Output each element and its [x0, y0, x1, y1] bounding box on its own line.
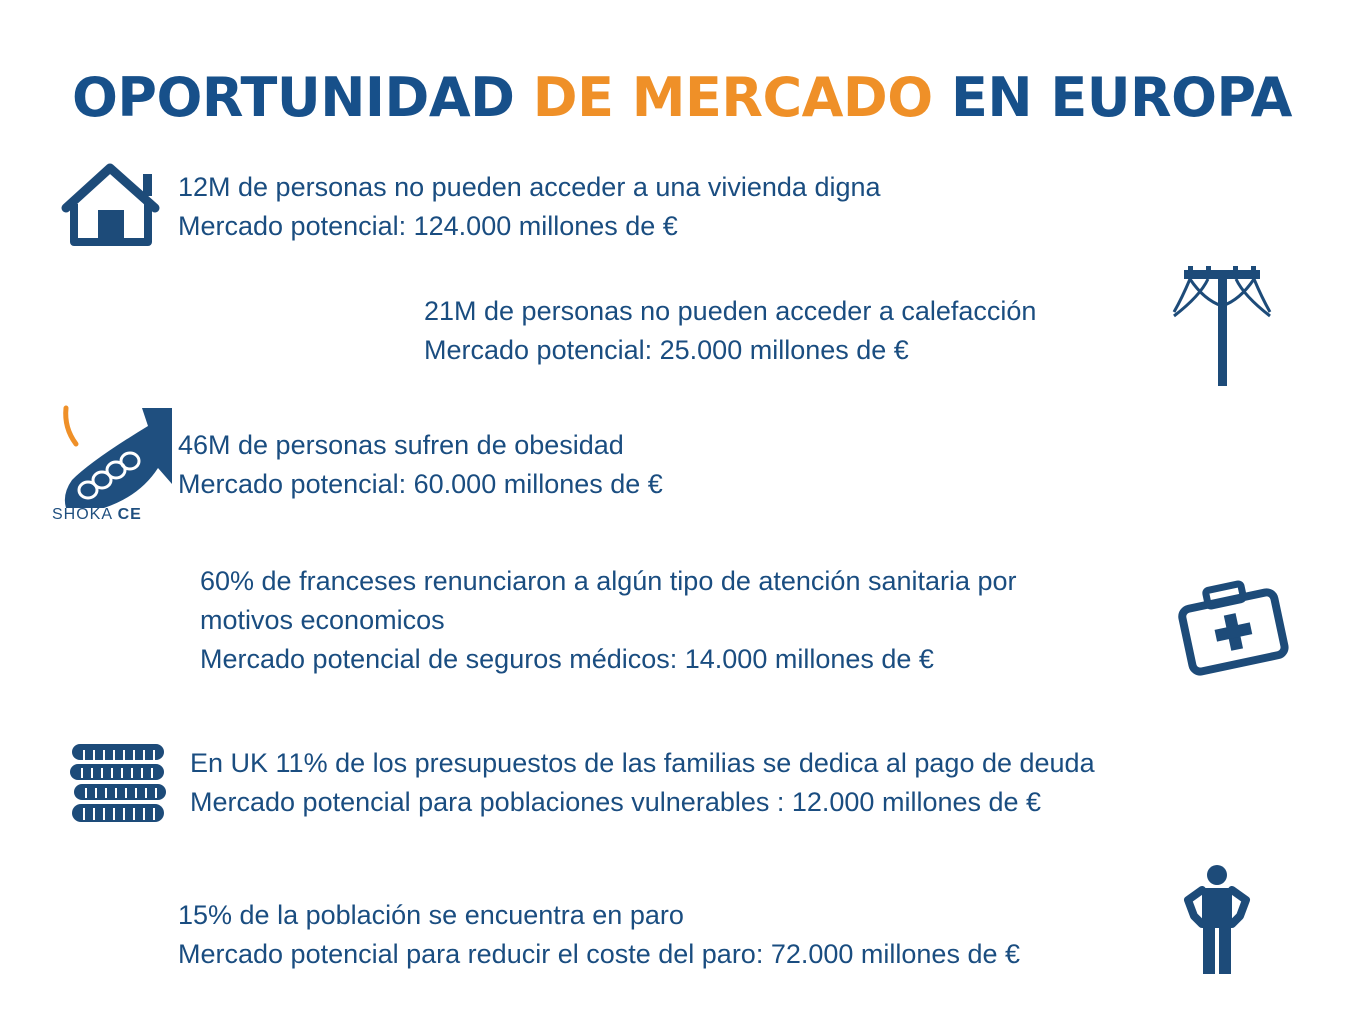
stat-market-line: Mercado potencial de seguros médicos: 14.000 millones de €	[200, 644, 934, 674]
title-accent: DE MERCADO	[532, 66, 933, 129]
stat-line: 21M de personas no pueden acceder a calefacción	[424, 296, 1037, 326]
stat-line: 15% de la población se encuentra en paro	[178, 900, 684, 930]
ashoka-logo	[52, 404, 174, 508]
stat-market-line: Mercado potencial: 124.000 millones de €	[178, 211, 678, 241]
stat-market-line: Mercado potencial para reducir el coste del paro: 72.000 millones de €	[178, 939, 1020, 969]
stat-market-line: Mercado potencial: 60.000 millones de €	[178, 469, 663, 499]
title-part-1: OPORTUNIDAD	[72, 66, 533, 129]
stat-block-debt	[190, 744, 1095, 822]
stat-block-unemployment	[178, 896, 1020, 974]
stat-line: 60% de franceses renunciaron a algún tipo de atención sanitaria por	[200, 566, 1017, 596]
stat-block-housing	[178, 168, 881, 246]
power-pole-icon	[1172, 266, 1272, 388]
coins-stack-icon	[68, 742, 168, 826]
stat-block-heating	[424, 292, 1036, 370]
first-aid-kit-icon	[1176, 576, 1290, 676]
stat-market-line: Mercado potencial para poblaciones vulnerables : 12.000 millones de €	[190, 787, 1042, 817]
stat-line: 46M de personas sufren de obesidad	[178, 430, 624, 460]
title-part-3: EN EUROPA	[932, 66, 1292, 129]
house-icon	[60, 160, 162, 246]
stat-line-continued: motivos economicos	[200, 605, 445, 635]
ashoka-logo-text	[52, 506, 142, 524]
page-title	[72, 66, 1292, 129]
stat-block-obesity	[178, 426, 663, 504]
stat-block-health	[200, 562, 1017, 679]
stat-market-line: Mercado potencial: 25.000 millones de €	[424, 335, 909, 365]
logo-text-bold: CE	[117, 506, 142, 523]
logo-text-light: SHOKA	[52, 506, 118, 523]
standing-person-icon	[1180, 864, 1254, 976]
stat-line: 12M de personas no pueden acceder a una vivienda digna	[178, 172, 881, 202]
stat-line: En UK 11% de los presupuestos de las familias se dedica al pago de deuda	[190, 748, 1095, 778]
